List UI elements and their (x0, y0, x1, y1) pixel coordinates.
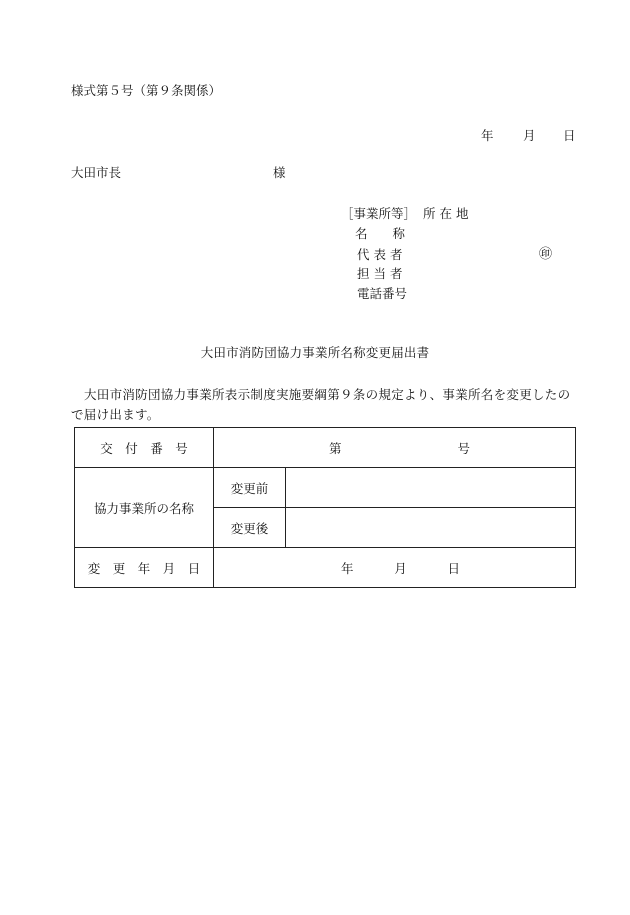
issue-number-suffix: 号 (457, 440, 470, 456)
date-month-label: 月 (523, 128, 536, 143)
change-date-label: 変 更 年 月 日 (75, 548, 214, 588)
issue-number-row (75, 428, 576, 468)
issue-number-label: 交 付 番 号 (75, 428, 214, 468)
change-month-label: 月 (394, 560, 407, 576)
office-name-label: 協力事業所の名称 (75, 468, 214, 548)
sender-bracket-label: ［事業所等］ (341, 206, 417, 221)
sender-phone-label: 電話番号 (357, 286, 408, 301)
seal-mark: ㊞ (539, 247, 553, 262)
date-day-label: 日 (563, 128, 576, 143)
issue-number-field[interactable] (214, 428, 576, 468)
before-name-field[interactable] (286, 468, 576, 508)
change-year-label: 年 (341, 560, 354, 576)
change-day-label: 日 (447, 560, 460, 576)
change-date-field[interactable] (214, 548, 576, 588)
document-title: 大田市消防団協力事業所名称変更届出書 (200, 345, 430, 360)
after-label: 変更後 (214, 508, 286, 548)
change-date-row (75, 548, 576, 588)
before-label: 変更前 (214, 468, 286, 508)
issue-number-prefix: 第 (329, 440, 342, 456)
document-body: 大田市消防団協力事業所表示制度実施要綱第９条の規定より、事業所名を変更したので届け出ます。 (71, 387, 571, 422)
office-name-before-row (75, 468, 576, 508)
sender-contact-label: 担 当 者 (357, 266, 403, 281)
addressee-honorific: 様 (273, 165, 286, 180)
after-name-field[interactable] (286, 508, 576, 548)
addressee-name: 大田市長 (71, 165, 122, 180)
date-year-label: 年 (481, 128, 494, 143)
form-number: 様式第５号（第９条関係） (71, 83, 222, 98)
form-table (74, 427, 576, 588)
sender-address-label: 所 在 地 (423, 206, 469, 221)
sender-representative-label: 代 表 者 (357, 247, 403, 262)
sender-name-label: 名 称 (355, 226, 406, 241)
